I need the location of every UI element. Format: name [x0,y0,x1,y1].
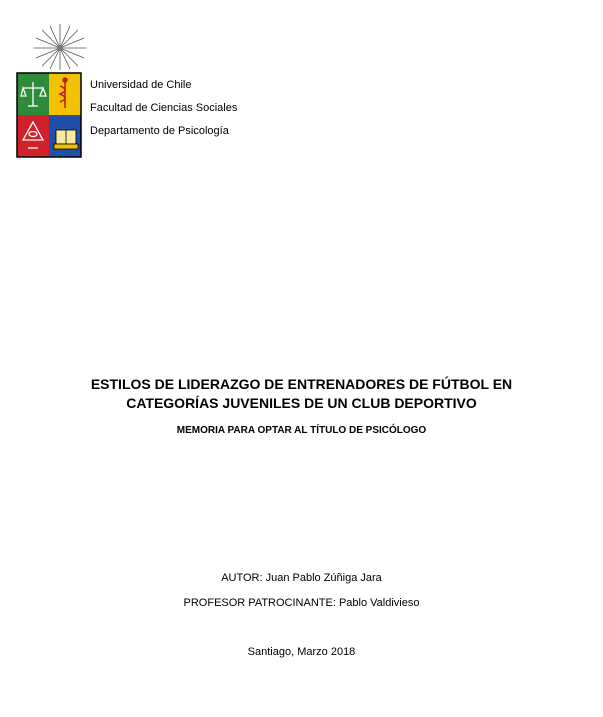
department-name: Departamento de Psicología [90,125,229,137]
sponsor-line: PROFESOR PATROCINANTE: Pablo Valdivieso [183,597,420,609]
place-date: Santiago, Marzo 2018 [247,646,356,658]
thesis-subtitle: MEMORIA PARA OPTAR AL TÍTULO DE PSICÓLOGO [176,425,427,436]
star-burst-icon [30,22,90,72]
university-logo [16,22,82,158]
coat-of-arms-icon [16,72,82,158]
thesis-title-line-2: CATEGORÍAS JUVENILES DE UN CLUB DEPORTIVO [126,395,477,411]
faculty-name: Facultad de Ciencias Sociales [90,102,238,114]
university-name: Universidad de Chile [90,79,192,91]
thesis-title-line-1: ESTILOS DE LIDERAZGO DE ENTRENADORES DE FÚTBOL EN [90,376,513,392]
author-line: AUTOR: Juan Pablo Zúñiga Jara [221,572,382,584]
book-icon [54,130,78,149]
